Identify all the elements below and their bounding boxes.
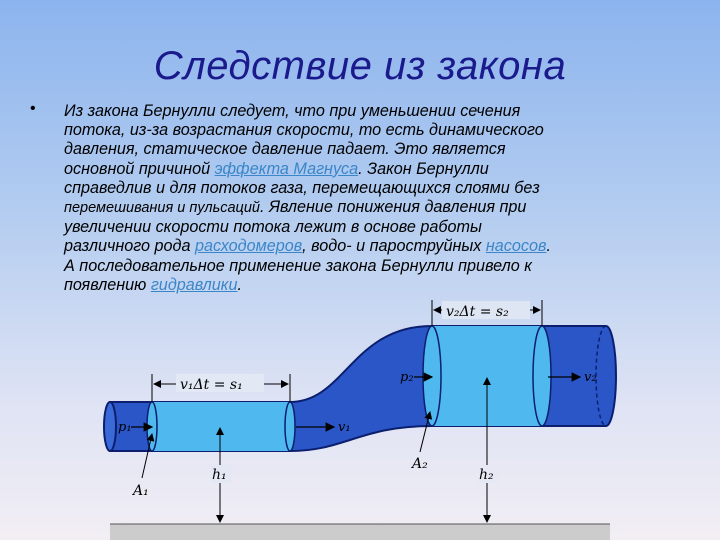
h2-label: h₂ xyxy=(479,467,494,483)
text-segment: Из закона Бернулли следует, что при уменьшении сечения xyxy=(64,102,521,120)
text-segment: основной причиной xyxy=(64,159,215,178)
text-segment: перемешивания и пульсаций xyxy=(64,200,260,217)
text-segment: справедлив и для потоков газа, перемещающихся слоями без xyxy=(64,178,540,197)
bullet-marker: • xyxy=(30,100,36,117)
a1-label: A₁ xyxy=(133,483,149,499)
flowmeters-link[interactable]: расходомеров xyxy=(195,237,303,256)
ground-plane xyxy=(110,524,610,540)
pipe-inlet-ellipse xyxy=(104,402,116,451)
h1-label: h₁ xyxy=(212,467,227,483)
text-segment: . xyxy=(237,275,242,294)
text-segment: . Явление понижения давления при xyxy=(259,198,527,217)
s1-label: v₁Δt = s₁ xyxy=(180,377,243,393)
hydraulics-link[interactable]: гидравлики xyxy=(150,275,238,294)
a2-label: A₂ xyxy=(412,456,428,472)
magnus-effect-link[interactable]: эффекта Магнуса xyxy=(214,159,359,178)
s2-label: v₂Δt = s₂ xyxy=(446,304,509,320)
text-segment: давления, статическое давление падает. Это является xyxy=(64,140,506,159)
p2-label: p₂ xyxy=(400,370,414,385)
section-2-end-ellipse xyxy=(533,326,551,426)
fluid-section-1 xyxy=(152,402,290,451)
v1-label: v₁ xyxy=(338,420,351,435)
text-segment: . Закон Бернулли xyxy=(358,159,489,178)
p1-label: p₁ xyxy=(118,420,132,435)
v2-label: v₂ xyxy=(584,370,597,385)
text-segment: увеличении скорости потока лежит в основе работы xyxy=(64,218,482,237)
text-segment: А последовательное применение закона Бернулли привело к xyxy=(64,256,532,275)
slide-title: Следствие из закона xyxy=(153,44,567,88)
section-1-end-ellipse xyxy=(285,402,295,451)
text-segment: потока, из-за возрастания скорости, то есть динамического xyxy=(64,121,544,140)
text-segment: . xyxy=(546,237,551,256)
text-segment: , водо- и пароструйных xyxy=(302,237,486,256)
section-2-start-ellipse xyxy=(423,326,441,426)
text-segment: появлению xyxy=(64,275,151,294)
text-segment: различного рода xyxy=(64,237,195,256)
pumps-link[interactable]: насосов xyxy=(485,237,547,256)
